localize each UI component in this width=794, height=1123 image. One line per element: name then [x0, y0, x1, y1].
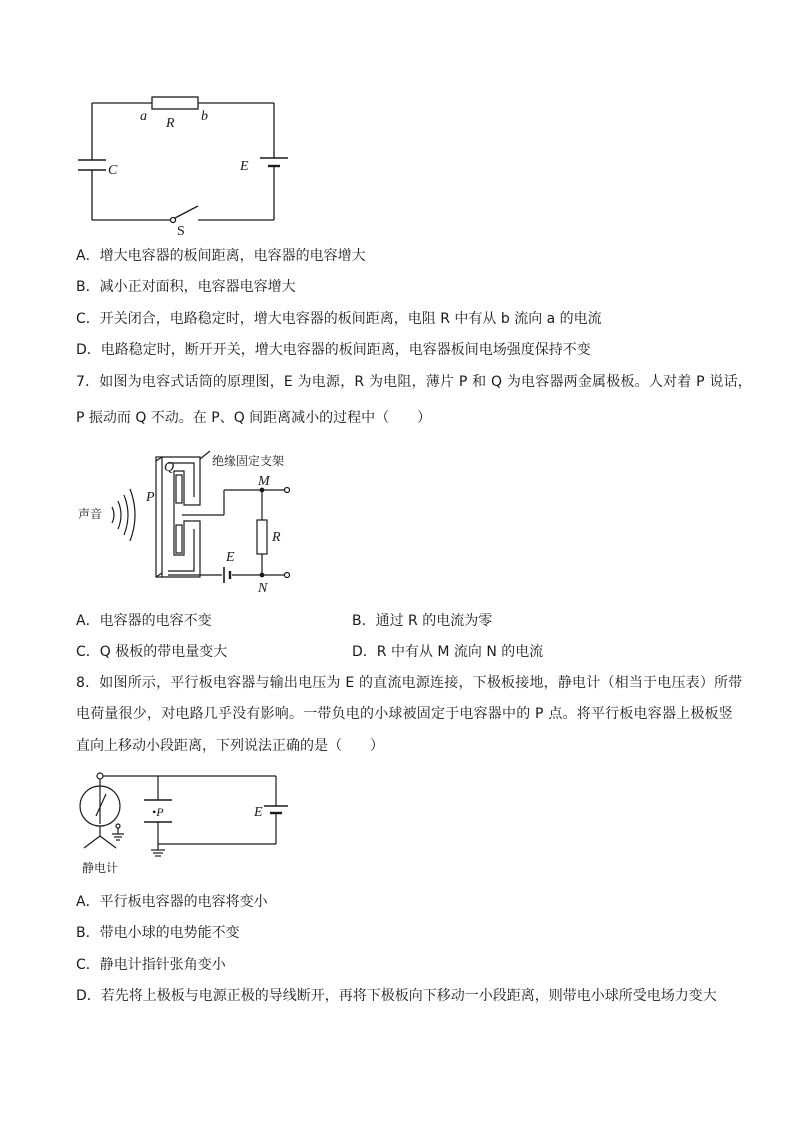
q8-stem-line2: 电荷量很少，对电路几乎没有影响。一带负电的小球被固定于电容器中的 P 点。将平行板电容器上极板竖: [76, 706, 733, 722]
q7-option-d: D．R 中有从 M 流向 N 的电流: [352, 644, 544, 660]
q6-option-d: D．电路稳定时，断开开关，增大电容器的板间距离，电容器板间电场强度保持不变: [76, 342, 591, 358]
q8-capacitor-figure: [72, 768, 296, 883]
q7-stem-line1: 7．如图为电容式话筒的原理图，E 为电源，R 为电阻，薄片 P 和 Q 为电容器两金属极板。人对着 P 说话，: [76, 374, 752, 390]
q8-option-d: D．若先将上极板与电源正极的导线断开，再将下极板向下移动一小段距离，则带电小球所受电场力变大: [76, 988, 717, 1004]
label-M: M: [258, 474, 270, 489]
q6-option-b: B．减小正对面积，电容器电容增大: [76, 279, 296, 295]
label-P: •P: [152, 805, 164, 819]
label-E: E: [240, 159, 249, 174]
support-label: 绝缘固定支架: [212, 454, 285, 468]
q7-option-b: B．通过 R 的电流为零: [352, 613, 493, 629]
plate-P: [156, 457, 162, 577]
plate-Q-upper: [176, 475, 182, 503]
q6-option-a: A．增大电容器的板间距离，电容器的电容增大: [76, 248, 366, 264]
q7-microphone-diagram: [72, 445, 312, 595]
q6-option-c: C．开关闭合，电路稳定时，增大电容器的板间距离，电阻 R 中有从 b 流向 a 的电流: [76, 311, 602, 327]
label-C: C: [108, 163, 118, 178]
q8-capacitor-diagram: [72, 768, 296, 883]
electrometer-needle: [96, 794, 106, 816]
q8-option-b: B．带电小球的电势能不变: [76, 925, 240, 941]
q7-option-a: A．电容器的电容不变: [76, 613, 212, 629]
label-E: E: [254, 805, 263, 820]
switch-S-blade: [175, 206, 198, 218]
resistor-R: [152, 97, 198, 109]
q6-circuit-figure: [70, 90, 290, 240]
label-R: R: [272, 530, 281, 545]
label-a: a: [140, 109, 147, 124]
q7-microphone-figure: [72, 445, 312, 595]
q8-option-a: A．平行板电容器的电容将变小: [76, 894, 268, 910]
q7-option-c: C．Q 极板的带电量变大: [76, 644, 228, 660]
q8-stem-line3: 直向上移动小段距离，下列说法正确的是（ ）: [76, 738, 384, 754]
q6-circuit-diagram: [70, 90, 290, 240]
resistor-R: [257, 520, 267, 554]
sound-label: 声音: [78, 507, 103, 521]
label-b: b: [201, 109, 208, 124]
q8-stem-line1: 8．如图所示，平行板电容器与输出电压为 E 的直流电源连接，下极板接地，静电计（相当于电压表）所带: [76, 675, 743, 691]
electrometer-label: 静电计: [82, 861, 119, 875]
label-S: S: [177, 224, 185, 239]
sound-wave-icon: [112, 489, 135, 541]
q7-stem-line2: P 振动而 Q 不动。在 P、Q 间距离减小的过程中（ ）: [76, 410, 432, 426]
label-P: P: [146, 490, 155, 505]
label-N: N: [258, 581, 268, 596]
q8-option-c: C．静电计指针张角变小: [76, 957, 226, 973]
label-R: R: [166, 116, 175, 131]
label-Q: Q: [164, 460, 175, 475]
label-E: E: [226, 550, 235, 565]
plate-Q-lower: [176, 525, 182, 553]
